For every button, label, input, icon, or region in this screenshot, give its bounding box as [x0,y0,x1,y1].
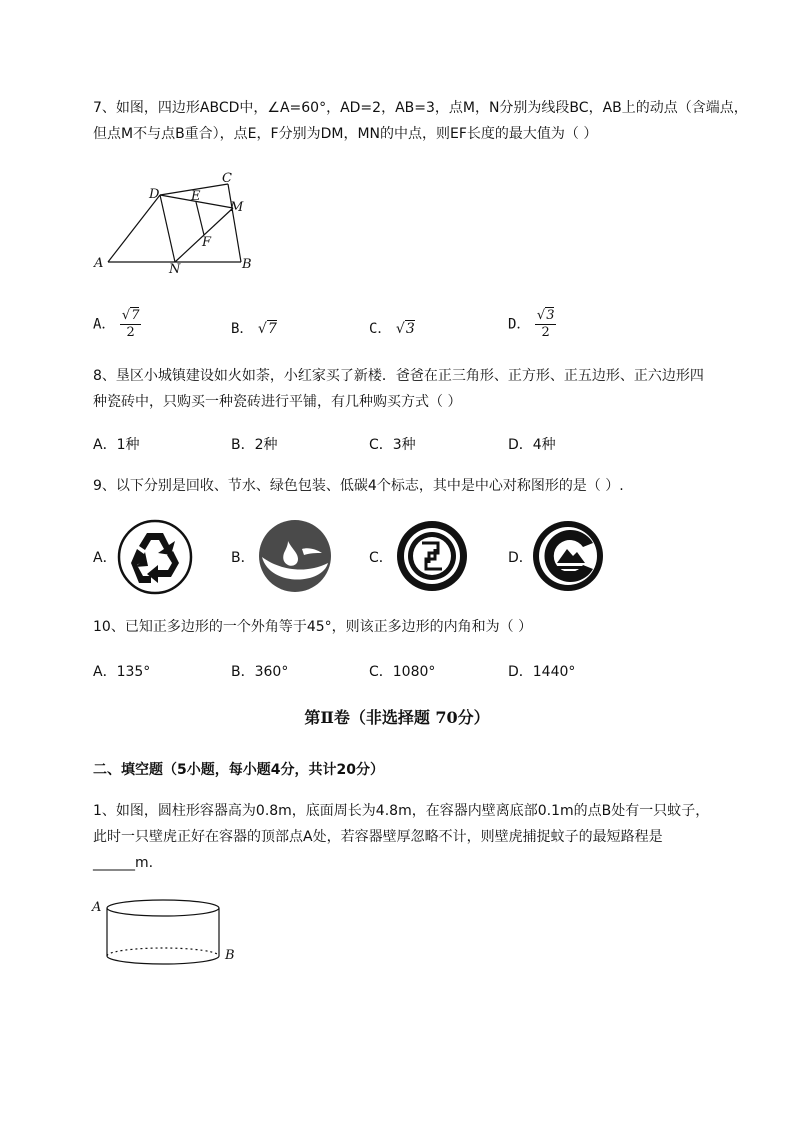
cylinder-figure [88,893,248,973]
fill1-text-line2: 此时一只壁虎正好在容器的顶部点A处，若容器壁厚忽略不计，则壁虎捕捉蚊子的最短路程是 [93,829,663,845]
sqrt-expression: √7 [257,321,277,337]
label-d: D [149,187,160,202]
label-e: E [191,189,201,204]
q10-option-d[interactable]: D．1440° [508,664,576,680]
q8-text-line1: 8、垦区小城镇建设如火如荼，小红家买了新楼．爸爸在正三角形、正方形、正五边形、正六边形四 [93,368,704,384]
q10-option-c[interactable]: C．1080° [369,664,436,680]
q9-option-b-label[interactable]: B． [231,550,255,566]
label-n: N [169,262,181,277]
sqrt-expression: √3 [395,321,415,337]
recycle-logo-icon[interactable] [117,519,193,595]
q7-text-line2: 但点M不与点B重合），点E，F分别为DM，MN的中点，则EF长度的最大值为（ ） [93,126,598,142]
label-f: F [202,235,212,250]
q7-text-line1: 7、如图，四边形ABCD中，∠A=60°，AD=2，AB=3，点M，N分别为线段BC，AB上的动点（含端点， [93,100,748,116]
q10-option-a[interactable]: A．135° [93,664,151,680]
fraction: $\frac{√3}{2}$ [536,308,555,340]
low-carbon-logo-icon[interactable] [531,519,605,593]
q10-text-line1: 10、已知正多边形的一个外角等于45°，则该正多边形的内角和为（ ） [93,619,533,635]
q8-option-d[interactable]: D．4种 [508,437,556,453]
fill1-answer-blank[interactable]: ______m. [93,855,154,871]
q8-option-a[interactable]: A．1种 [93,437,140,453]
q10-option-b[interactable]: B．360° [231,664,289,680]
label-a: A [92,900,102,915]
label-b: B [242,257,252,272]
label-a: A [94,256,104,271]
q7-option-d[interactable]: D． $\frac{√3}{2}$ [508,308,555,340]
segment-ef [196,202,204,235]
segment-ad [108,195,160,262]
fill1-text-line1: 1、如图，圆柱形容器高为0.8m，底面周长为4.8m，在容器内壁离底部0.1m的点B处有一只蚊子， [93,803,710,819]
water-saving-logo-icon[interactable] [258,519,332,593]
q9-option-c-label[interactable]: C． [369,550,393,566]
section-heading: 二、填空题（5小题，每小题4分，共计20分） [93,762,384,778]
q8-option-b[interactable]: B．2种 [231,437,278,453]
q7-option-b[interactable]: B． √7 [231,321,277,337]
q7-option-a[interactable]: A． $\frac{√7}{2}$ [93,308,140,340]
segment-cb [228,184,241,262]
part2-title: 第Ⅱ卷（非选择题 70分） [304,708,490,727]
q8-text-line2: 种瓷砖中，只购买一种瓷砖进行平铺，有几种购买方式（ ） [93,394,462,410]
green-packaging-logo-icon[interactable] [395,519,469,593]
label-m: M [230,200,244,215]
q8-option-c[interactable]: C．3种 [369,437,416,453]
q7-option-c[interactable]: C． √3 [369,321,415,337]
fraction: $\frac{√7}{2}$ [121,308,140,340]
q9-option-d-label[interactable]: D． [508,550,533,566]
q7-quadrilateral-figure [90,165,270,280]
segment-dn [160,195,175,262]
q9-option-a-label[interactable]: A． [93,550,117,566]
label-c: C [222,171,232,186]
label-b: B [225,948,235,963]
q9-text-line1: 9、以下分别是回收、节水、绿色包装、低碳4个标志，其中是中心对称图形的是（ ）. [93,478,624,494]
